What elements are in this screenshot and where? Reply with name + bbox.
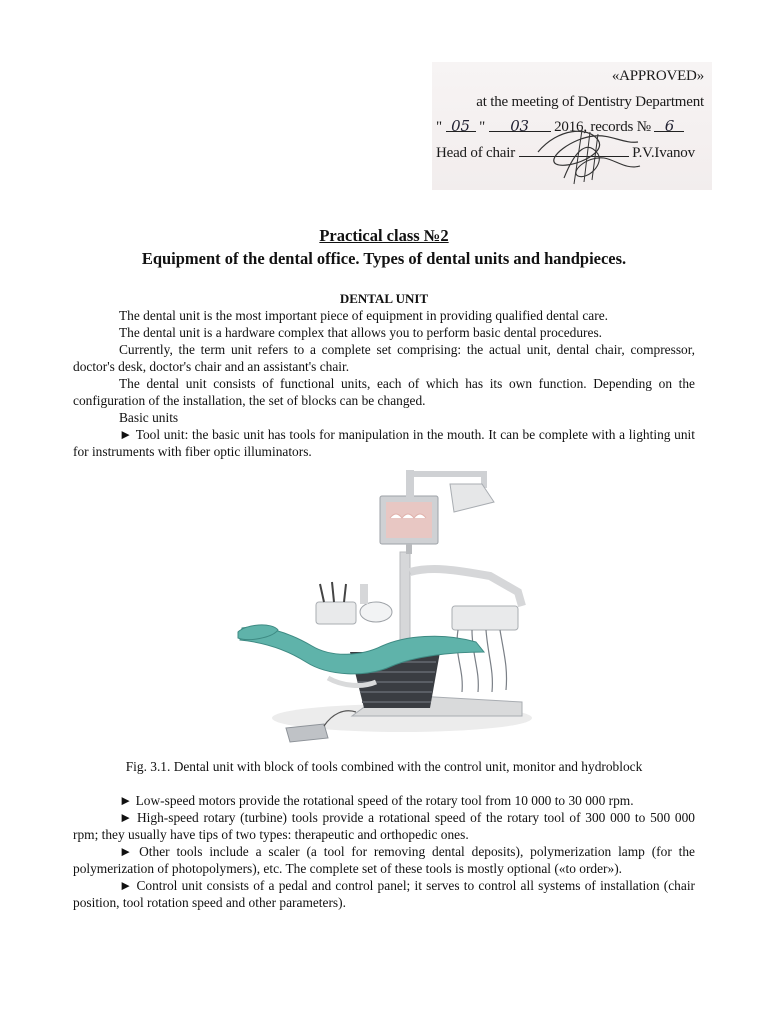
paragraph: ► Control unit consists of a pedal and control panel; it serves to control all systems of installation (chair position, tool rotation speed and other parameters). [73, 878, 695, 910]
head-of-chair-label: Head of chair [436, 145, 516, 161]
bottom-text [73, 792, 695, 911]
assistant-holder [316, 602, 356, 624]
approval-stamp [432, 62, 712, 190]
chair-name: P.V.Ivanov [632, 145, 695, 161]
chair-upholstery [240, 627, 484, 674]
dental-unit-image [232, 456, 532, 752]
doctor-tray [452, 606, 518, 630]
section-heading: DENTAL UNIT [339, 291, 429, 306]
monitor-mount [406, 544, 412, 554]
record-number-field [654, 117, 684, 135]
assistant-instruments [320, 582, 346, 602]
figure-caption: Fig. 3.1. Dental unit with block of tools combined with the control unit, monitor and hydroblock [125, 759, 643, 774]
operating-light [450, 484, 494, 512]
date-day-field [446, 117, 476, 135]
record-number: 6 [664, 117, 675, 135]
assistant-arm [410, 569, 522, 606]
monitor-screen [386, 502, 432, 538]
light-arm-post [406, 470, 414, 500]
paragraph: Basic units [119, 410, 179, 425]
page-title: Practical class №2 [319, 226, 449, 245]
date-close-quote: " [479, 119, 485, 135]
date-day: 05 [451, 117, 470, 135]
paragraph: Currently, the term unit refers to a complete set comprising: the actual unit, dental chair, compressor, doctor's desk, doctor's chair and an assistant's chair. [73, 342, 695, 374]
year-records: 2016, records № [554, 119, 651, 135]
meeting-line: at the meeting of Dentistry Department [476, 94, 704, 110]
spittoon [360, 602, 392, 622]
intro-text [73, 307, 695, 460]
date-month: 03 [510, 117, 529, 135]
date-open-quote: " [436, 119, 442, 135]
signature-scribble [528, 118, 648, 188]
page-subtitle: Equipment of the dental office. Types of dental units and handpieces. [141, 249, 627, 268]
paragraph: The dental unit is a hardware complex that allows you to perform basic dental procedures. [119, 325, 603, 340]
paragraph: ► Tool unit: the basic unit has tools for manipulation in the mouth. It can be complete with a lighting unit for instruments with fiber optic illuminators. [73, 427, 695, 459]
monitor-teeth [390, 514, 426, 518]
foot-pedal [286, 724, 328, 742]
paragraph: The dental unit is the most important piece of equipment in providing qualified dental care. [119, 308, 608, 323]
approved-label: «APPROVED» [611, 68, 704, 84]
paragraph: ► High-speed rotary (turbine) tools provide a rotational speed of the rotary tool of 300 000 to 500 000 rpm; they usually have tips of two types: therapeutic and orthopedic ones. [73, 810, 695, 842]
paragraph: ► Other tools include a scaler (a tool for removing dental deposits), polymerization lamp (for the polymerization of photopolymers), etc. The complete set of these tools is mostly optional («to order»). [73, 844, 695, 876]
paragraph: ► Low-speed motors provide the rotational speed of the rotary tool from 10 000 to 30 000 rpm. [119, 793, 634, 808]
hydroblock [360, 584, 368, 604]
paragraph: The dental unit consists of functional units, each of which has its own function. Depending on the configuration of the installation, the set of blocks can be changed. [73, 376, 695, 408]
